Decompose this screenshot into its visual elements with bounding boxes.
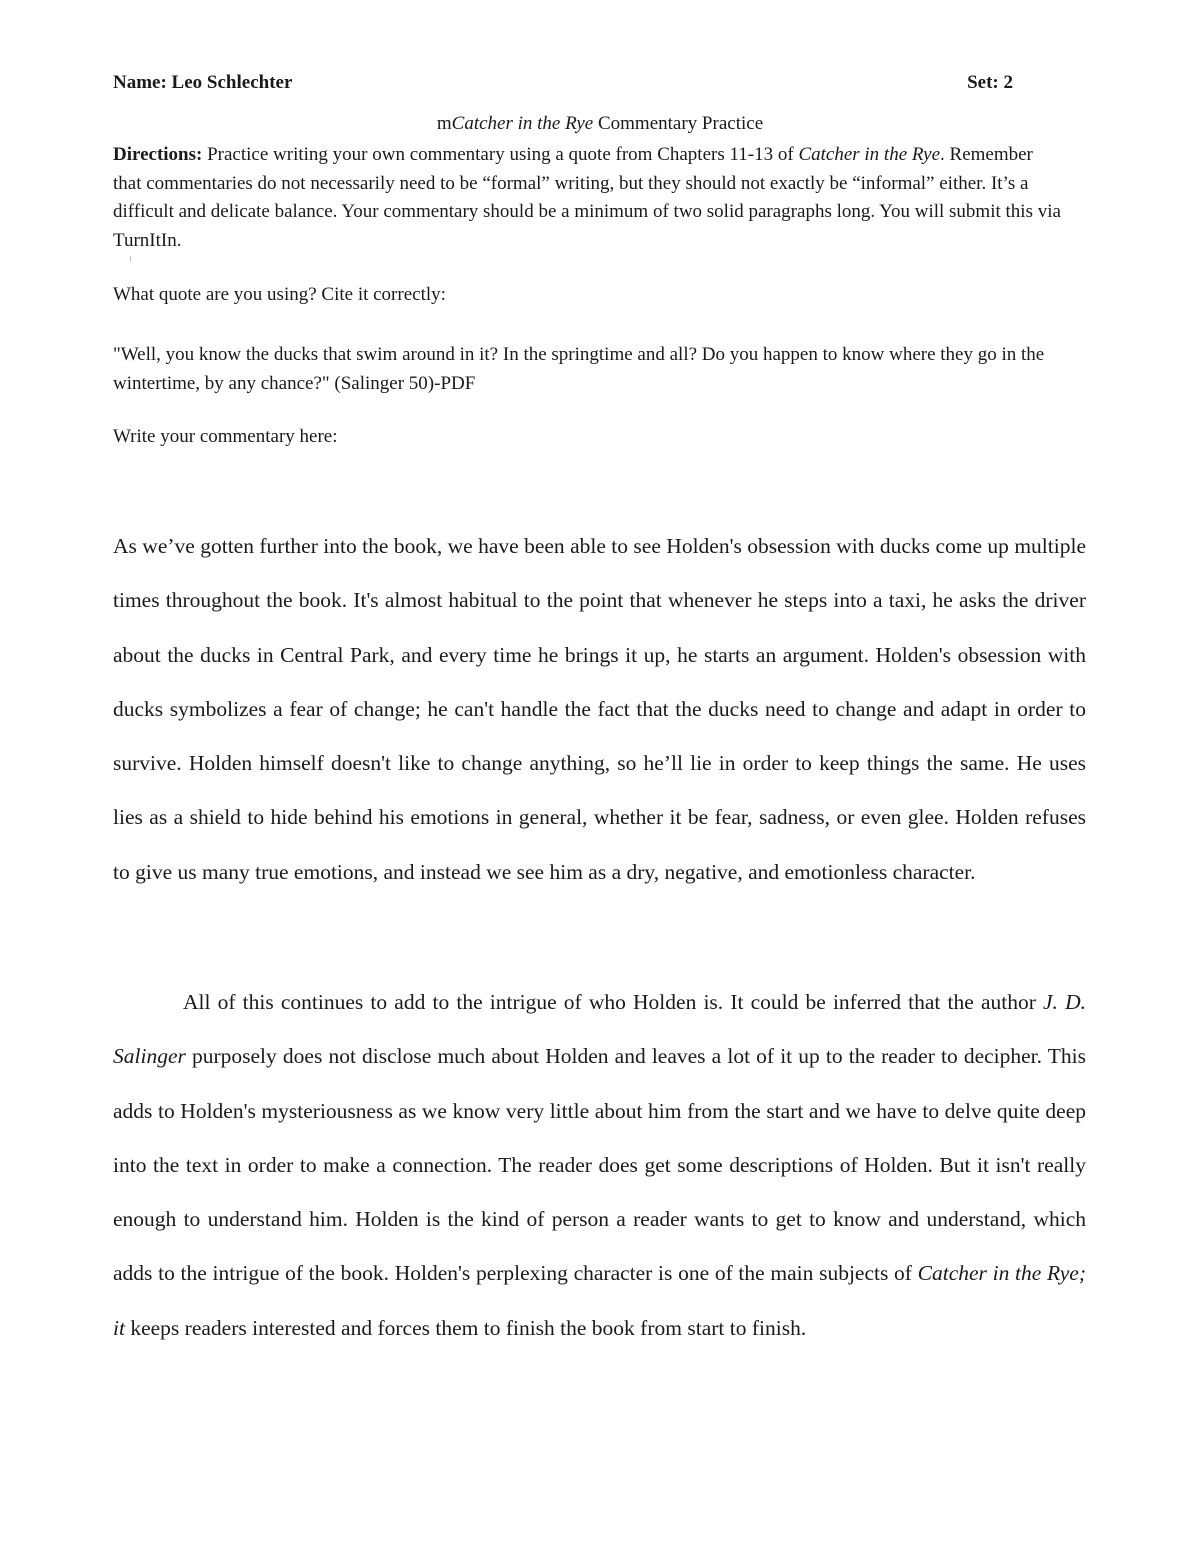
paragraph-2-book: Catcher in the Rye; it	[113, 1261, 1086, 1340]
directions-text-after: . Remember that commentaries do not necessarily need to be “formal” writing, but they should not exactly be “informal” either. It’s a difficult and delicate balance. Your commentary should be a minimum of two solid paragraphs long. You will submit this via TurnItIn.	[113, 144, 1061, 251]
stray-mark	[130, 256, 131, 262]
commentary-paragraph-2	[113, 975, 1086, 1355]
title-prefix: m	[436, 113, 452, 134]
title-book: Catcher in the Rye	[451, 113, 594, 134]
set-number: Set: 2	[967, 72, 1013, 93]
paragraph-2-author: J. D. Salinger	[113, 990, 1086, 1069]
paragraph-2-part-1: All of this continues to add to the intrigue of who Holden is. It could be inferred that the author	[183, 990, 1044, 1014]
student-name: Name: Leo Schlechter	[113, 72, 293, 93]
paragraph-2-part-2: purposely does not disclose much about Holden and leaves a lot of it up to the reader to decipher. This adds to Holden's mysteriousness as we know very little about him from the start and we have to delve quite deep into the text in order to make a connection. The reader does get some descriptions of Holden. But it isn't really enough to understand him. Holden is the kind of person a reader wants to get to know and understand, which adds to the intrigue of the book. Holden's perplexing character is one of the main subjects of	[113, 1044, 1086, 1286]
page-title	[0, 113, 1200, 135]
commentary-prompt: Write your commentary here:	[113, 426, 338, 447]
commentary-paragraph-1: As we’ve gotten further into the book, we have been able to see Holden's obsession with ducks come up multiple times throughout the book. It's almost habitual to the point that whenever he steps into a taxi, he asks the driver about the ducks in Central Park, and every time he brings it up, he starts an argument. Holden's obsession with ducks symbolizes a fear of change; he can't handle the fact that the ducks need to change and adapt in order to survive. Holden himself doesn't like to change anything, so he’ll lie in order to keep things the same. He uses lies as a shield to hide behind his emotions in general, whether it be fear, sadness, or even glee. Holden refuses to give us many true emotions, and instead we see him as a dry, negative, and emotionless character.	[113, 534, 1086, 884]
header-row	[113, 72, 1013, 98]
directions-block	[113, 141, 1063, 255]
quote-question: What quote are you using? Cite it correctly:	[113, 284, 446, 305]
directions-label: Directions:	[113, 144, 203, 165]
paragraph-2-part-3: keeps readers interested and forces them to finish the book from start to finish.	[124, 1315, 807, 1340]
cited-quote: "Well, you know the ducks that swim around in it? In the springtime and all? Do you happen to know where they go in the wintertime, by any chance?" (Salinger 50)-PDF	[113, 344, 1045, 394]
title-rest: Commentary Practice	[593, 113, 764, 134]
directions-book: Catcher in the Rye	[798, 144, 941, 165]
directions-text-before: Practice writing your own commentary using a quote from Chapters 11-13 of	[202, 144, 799, 165]
